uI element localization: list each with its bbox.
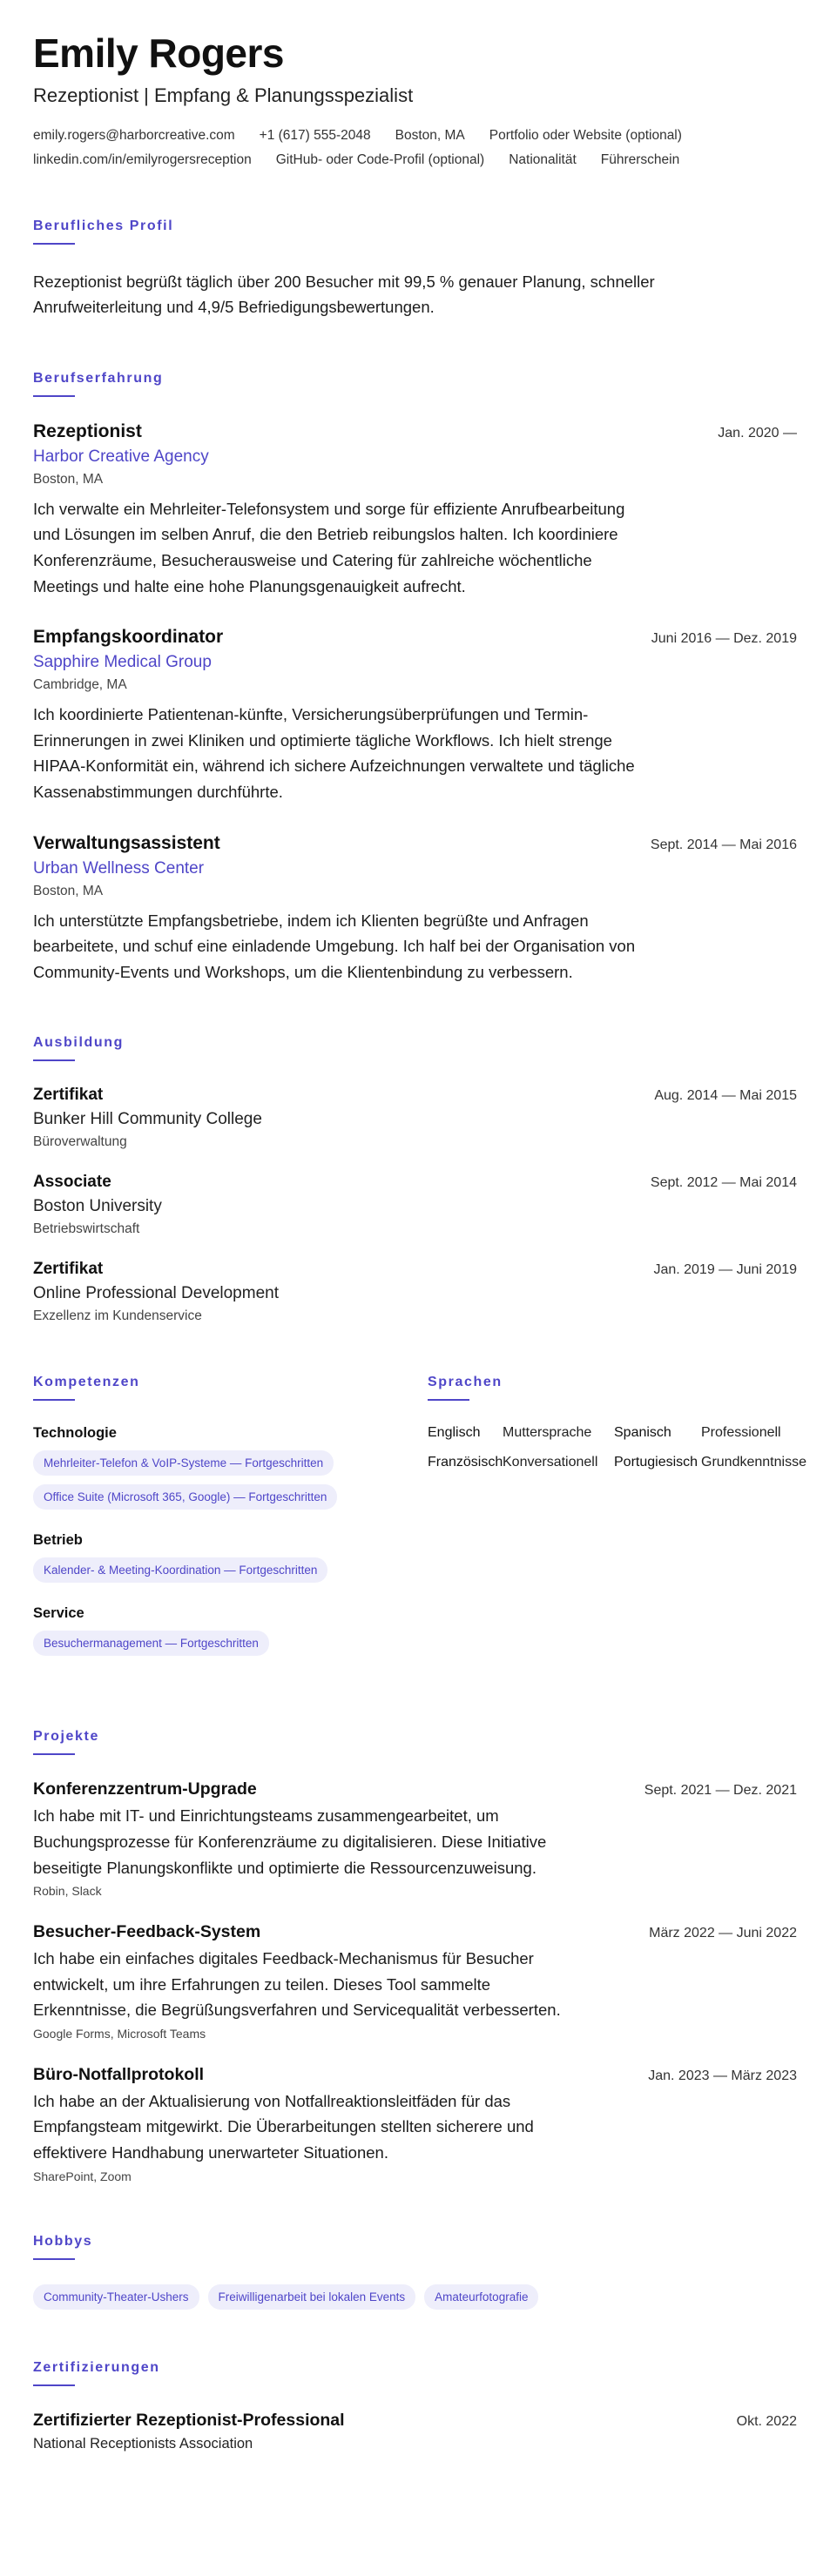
skill-chip: Kalender- & Meeting-Koordination — Fortgeschritten xyxy=(33,1557,327,1583)
skill-chip: Besuchermanagement — Fortgeschritten xyxy=(33,1631,269,1656)
cert-organization: National Receptionists Association xyxy=(33,2435,253,2452)
edu-school: Bunker Hill Community College xyxy=(33,1110,262,1129)
skill-chip: Mehrleiter-Telefon & VoIP-Systeme — Fortgeschritten xyxy=(33,1450,334,1476)
edu-date: Jan. 2019 — Juni 2019 xyxy=(653,1262,797,1278)
job-entry xyxy=(33,833,797,985)
job-title: Verwaltungsassistent xyxy=(33,832,220,853)
resume-header xyxy=(33,31,797,168)
project-description: Ich habe an der Aktualisierung von Notfallreaktionsleitfäden für das Empfangsteam mitgewirkt. Die Überarbeitungen stellten sicherere und effektivere Handhabung unerwarteter Situationen. xyxy=(33,2091,534,2162)
education-section xyxy=(33,1035,797,1324)
section-divider xyxy=(33,1399,75,1401)
job-location: Boston, MA xyxy=(33,883,104,898)
project-date: Sept. 2021 — Dez. 2021 xyxy=(644,1783,797,1799)
project-tools: SharePoint, Zoom xyxy=(33,2169,132,2183)
skill-category: Technologie xyxy=(33,1425,117,1442)
education-entry xyxy=(33,1173,797,1237)
section-title: Sprachen xyxy=(428,1375,503,1390)
education-entry xyxy=(33,1086,797,1150)
job-description: Ich unterstützte Empfangsbetriebe, indem ich Klienten begrüßte und Anfragen bearbeitete, und schuf eine einladende Umgebung. Ich half bei der Organisation von Community-Events und Workshops, um die Klientenbindung zu verbessern. xyxy=(33,911,636,981)
cert-title: Zertifizierter Rezeptionist-Professional xyxy=(33,2410,345,2430)
projects-section xyxy=(33,1729,797,2183)
project-title: Besucher-Feedback-System xyxy=(33,1922,261,1942)
section-title: Projekte xyxy=(33,1729,99,1745)
edu-school: Online Professional Development xyxy=(33,1284,279,1303)
hobby-chip: Amateurfotografie xyxy=(424,2284,538,2310)
project-date: Jan. 2023 — März 2023 xyxy=(648,2068,797,2083)
skills-section xyxy=(33,1375,428,1678)
section-divider xyxy=(33,2384,75,2386)
section-divider xyxy=(33,243,75,245)
language-level: Professionell xyxy=(701,1425,781,1441)
edu-field: Büroverwaltung xyxy=(33,1134,127,1150)
edu-degree: Zertifikat xyxy=(33,1086,104,1105)
section-title: Kompetenzen xyxy=(33,1375,140,1390)
project-entry xyxy=(33,1922,797,2041)
section-divider xyxy=(33,1059,75,1061)
contact-linkedin[interactable]: linkedin.com/in/emilyrogersreception xyxy=(33,151,252,167)
education-entry xyxy=(33,1260,797,1324)
section-title: Berufliches Profil xyxy=(33,218,174,233)
certifications-section xyxy=(33,2360,797,2452)
job-date: Juni 2016 — Dez. 2019 xyxy=(651,631,797,647)
job-title: Rezeptionist xyxy=(33,420,142,441)
job-company: Urban Wellness Center xyxy=(33,858,205,878)
skill-category: Betrieb xyxy=(33,1532,83,1549)
skill-group xyxy=(33,1605,428,1665)
project-tools: Robin, Slack xyxy=(33,1884,102,1899)
skill-group xyxy=(33,1532,428,1591)
job-location: Cambridge, MA xyxy=(33,677,127,693)
section-divider xyxy=(33,1753,75,1755)
project-title: Konferenzzentrum-Upgrade xyxy=(33,1779,257,1799)
language-level: Konversationell xyxy=(503,1455,598,1470)
profile-section xyxy=(33,219,797,320)
contact-nationality: Nationalität xyxy=(509,151,577,167)
section-divider xyxy=(33,2258,75,2260)
contact-license: Führerschein xyxy=(600,151,680,167)
edu-degree: Associate xyxy=(33,1173,111,1192)
experience-section xyxy=(33,371,797,985)
contact-location: Boston, MA xyxy=(395,127,465,143)
language-name: Portugiesisch xyxy=(614,1455,698,1470)
hobby-list xyxy=(33,2284,797,2310)
languages-section xyxy=(428,1375,806,1678)
language-name: Spanisch xyxy=(614,1425,671,1441)
job-entry xyxy=(33,421,797,599)
edu-field: Betriebswirtschaft xyxy=(33,1221,140,1237)
cert-date: Okt. 2022 xyxy=(736,2413,797,2429)
contact-portfolio[interactable]: Portfolio oder Website (optional) xyxy=(489,127,682,143)
contact-list xyxy=(33,128,782,168)
job-date: Sept. 2014 — Mai 2016 xyxy=(650,837,797,852)
contact-github[interactable]: GitHub- oder Code-Profil (optional) xyxy=(275,151,485,167)
job-description: Ich koordinierte Patientenan-künfte, Versicherungsüberprüfungen und Termin-Erinnerungen in zwei Kliniken und optimierte tägliche Workflows. Ich hielt strenge HIPAA-Konformität ein, während ich sichere Aufzeichnungen verwaltete und tägliche Kassenabstimmungen durchführte. xyxy=(33,705,635,801)
edu-date: Sept. 2012 — Mai 2014 xyxy=(650,1175,797,1191)
project-description: Ich habe ein einfaches digitales Feedback-Mechanismus für Besucher entwickelt, um ihre Erfahrungen zu teilen. Dieses Tool sammelte Erkenntnisse, die Begrüßungsverfahren und Servicequalität verbesserten. xyxy=(33,1949,561,2020)
project-tools: Google Forms, Microsoft Teams xyxy=(33,2026,206,2041)
project-date: März 2022 — Juni 2022 xyxy=(649,1926,797,1941)
job-entry xyxy=(33,627,797,804)
contact-phone[interactable]: +1 (617) 555-2048 xyxy=(259,127,371,143)
section-divider xyxy=(33,395,75,397)
job-company: Harbor Creative Agency xyxy=(33,447,209,466)
language-list xyxy=(428,1425,806,1470)
skills-languages-row xyxy=(33,1375,806,1678)
job-description: Ich verwalte ein Mehrleiter-Telefonsystem und sorge für effiziente Anrufbearbeitung und Lösungen im selben Anruf, die den Betrieb reibungslos halten. Ich koordiniere Konferenzräume, Besucherausweise und Catering für zahlreiche wöchentliche Meetings und halte eine hohe Planungsgenauigkeit aufrecht. xyxy=(33,499,625,595)
section-title: Ausbildung xyxy=(33,1035,124,1051)
hobbies-section xyxy=(33,2234,797,2310)
project-description: Ich habe mit IT- und Einrichtungsteams zusammengearbeitet, um Buchungsprozesse für Konferenzräume zu digitalisieren. Diese Initiative beseitigte Planungskonflikte und optimierte die Ressourcenzuweisung. xyxy=(33,1806,547,1877)
job-location: Boston, MA xyxy=(33,471,104,487)
hobby-chip: Community-Theater-Ushers xyxy=(33,2284,199,2310)
edu-degree: Zertifikat xyxy=(33,1260,104,1279)
project-entry xyxy=(33,1779,797,1898)
language-name: Englisch xyxy=(428,1425,481,1441)
skill-group xyxy=(33,1425,428,1518)
certification-entry xyxy=(33,2411,797,2452)
skill-category: Service xyxy=(33,1605,84,1622)
language-level: Muttersprache xyxy=(503,1425,592,1441)
job-title: Empfangskoordinator xyxy=(33,627,224,648)
language-level: Grundkenntnisse xyxy=(701,1455,806,1470)
skill-chip: Office Suite (Microsoft 365, Google) — Fortgeschritten xyxy=(33,1484,337,1510)
edu-date: Aug. 2014 — Mai 2015 xyxy=(654,1088,797,1104)
language-name: Französisch xyxy=(428,1455,503,1470)
section-divider xyxy=(428,1399,469,1401)
profile-summary: Rezeptionist begrüßt täglich über 200 Besucher mit 99,5 % genauer Planung, schneller Anrufweiterleitung und 4,9/5 Befriedigungsbewertungen. xyxy=(33,272,655,317)
candidate-name: Emily Rogers xyxy=(33,30,284,76)
job-date: Jan. 2020 — xyxy=(718,425,797,441)
edu-field: Exzellenz im Kundenservice xyxy=(33,1308,202,1324)
edu-school: Boston University xyxy=(33,1197,162,1216)
project-entry xyxy=(33,2065,797,2183)
headline: Rezeptionist | Empfang & Planungsspezialist xyxy=(33,84,414,106)
section-title: Hobbys xyxy=(33,2233,93,2249)
project-title: Büro-Notfallprotokoll xyxy=(33,2064,205,2084)
section-title: Zertifizierungen xyxy=(33,2359,160,2375)
section-title: Berufserfahrung xyxy=(33,370,164,386)
hobby-chip: Freiwilligenarbeit bei lokalen Events xyxy=(208,2284,416,2310)
job-company: Sapphire Medical Group xyxy=(33,653,212,672)
contact-email[interactable]: emily.rogers@harborcreative.com xyxy=(33,127,235,143)
